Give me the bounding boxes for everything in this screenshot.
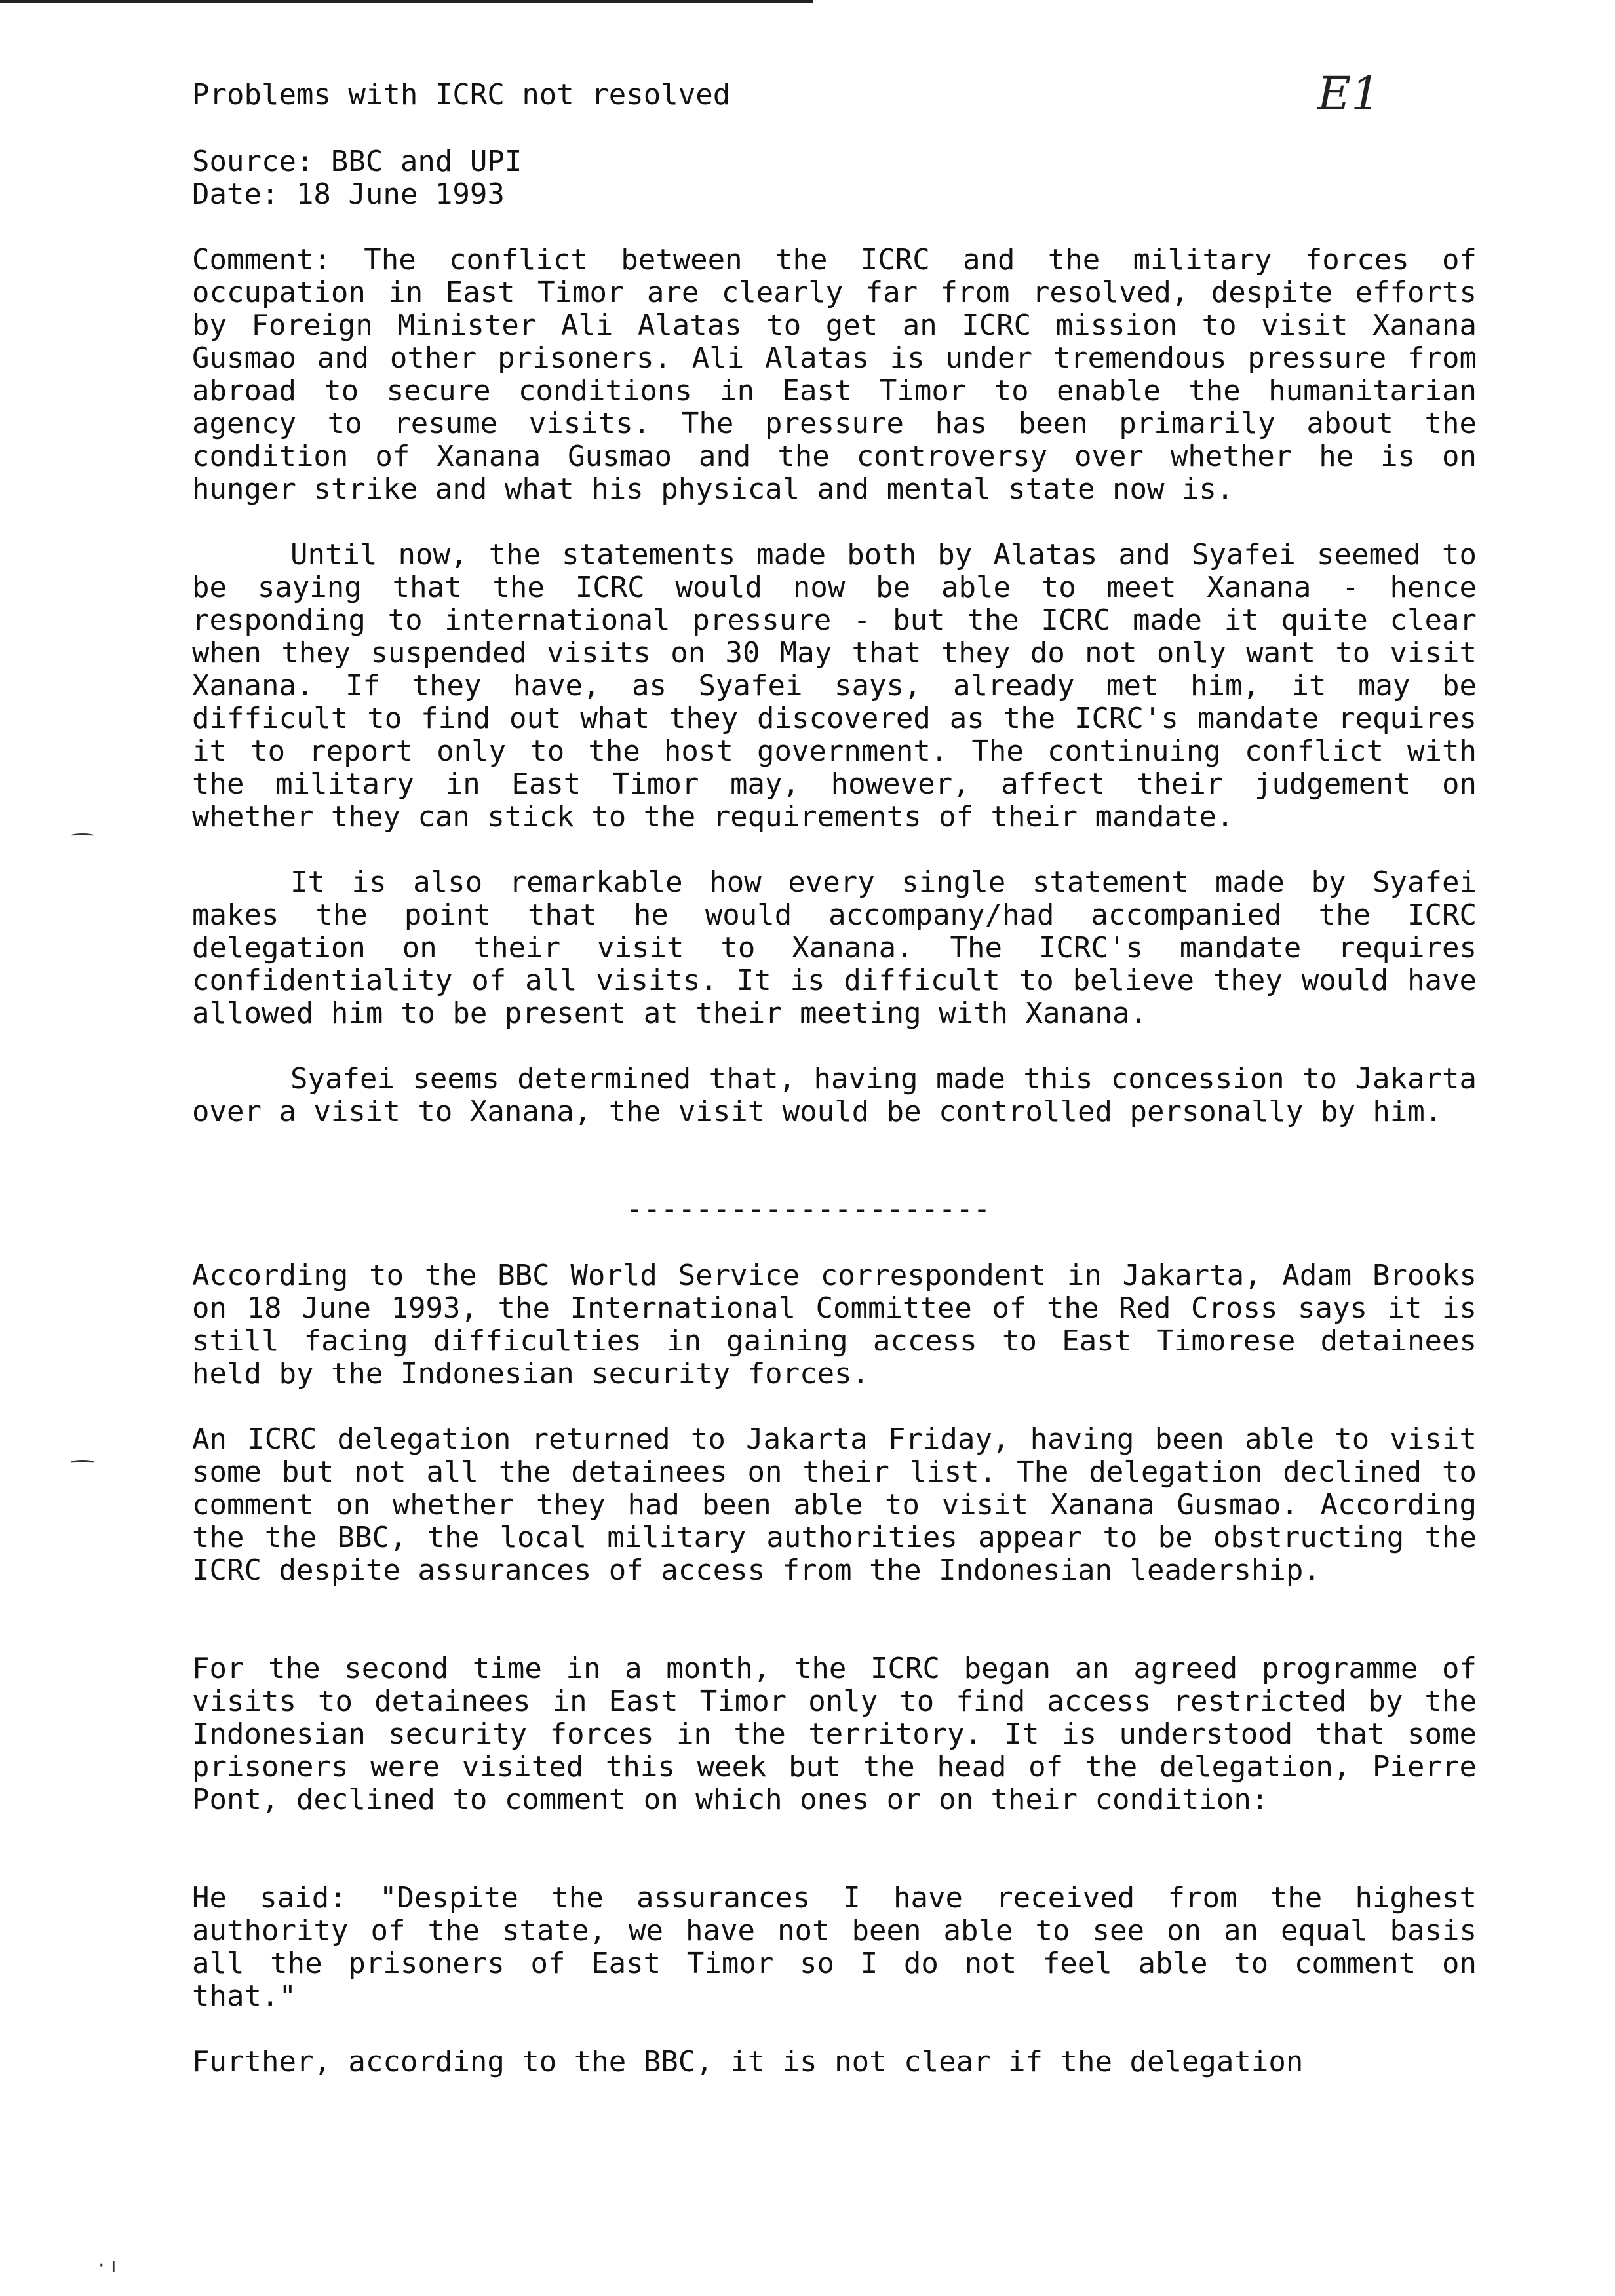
section-separator: --------------------- [626,1192,991,1225]
article-paragraph-4: He said: "Despite the assurances I have received from the highest authority of the state, we have not been able to see on an equal basis all the prisoners of East Timor so I do not feel able to comment on that." [192,1881,1477,2013]
article-paragraph-3: For the second time in a month, the ICRC began an agreed programme of visits to detainees in East Timor only to find access restricted by the Indonesian security forces in the territory. It is understood that some prisoners were visited this week but the head of the delegation, Pierre Pont, declined to comment on which ones or on their condition: [192,1652,1477,1816]
comment-paragraph-2: Until now, the statements made both by Alatas and Syafei seemed to be saying that the ICRC would now be able to meet Xanana - hence responding to international pressure - but the ICRC made it quite clear when they suspended visits on 30 May that they do not only want to visit Xanana. If they have, as Syafei says, already met him, it may be difficult to find out what they discovered as the ICRC's mandate requires it to report only to the host government. The continuing conflict with the military in East Timor may, however, affect their judgement on whether they can stick to the requirements of their mandate. [192,538,1477,833]
comment-paragraph-4: Syafei seems determined that, having made this concession to Jakarta over a visit to Xanana, the visit would be controlled personally by him. [192,1062,1477,1128]
date-line: Date: 18 June 1993 [192,178,505,211]
article-paragraph-1: According to the BBC World Service correspondent in Jakarta, Adam Brooks on 18 June 1993, the International Committee of the Red Cross says it is still facing difficulties in gaining access to East Timorese detainees held by the Indonesian security forces. [192,1259,1477,1390]
handwritten-page-mark: E1 [1317,67,1380,121]
margin-mark-upper [71,833,94,838]
margin-mark-lower [71,1460,94,1464]
top-edge-rule [0,0,813,3]
article-paragraph-5: Further, according to the BBC, it is not clear if the delegation [192,2045,1304,2078]
margin-dot-marks: · ı [98,2254,117,2277]
document-title: Problems with ICRC not resolved [192,78,731,111]
article-paragraph-2: An ICRC delegation returned to Jakarta Friday, having been able to visit some but not all the detainees on their list. The delegation declined to comment on whether they had been able to visit Xanana Gusmao. According the the BBC, the local military authorities appear to be obstructing the ICRC despite assurances of access from the Indonesian leadership. [192,1423,1477,1587]
comment-paragraph-1: Comment: The conflict between the ICRC and the military forces of occupation in East Timor are clearly far from resolved, despite efforts by Foreign Minister Ali Alatas to get an ICRC mission to visit Xanana Gusmao and other prisoners. Ali Alatas is under tremendous pressure from abroad to secure conditions in East Timor to enable the humanitarian agency to resume visits. The pressure has been primarily about the condition of Xanana Gusmao and the controversy over whether he is on hunger strike and what his physical and mental state now is. [192,243,1477,506]
source-line: Source: BBC and UPI [192,145,522,178]
comment-paragraph-3: It is also remarkable how every single statement made by Syafei makes the point that he would accompany/had accompanied the ICRC delegation on their visit to Xanana. The ICRC's mandate requires confidentiality of all visits. It is difficult to believe they would have allowed him to be present at their meeting with Xanana. [192,866,1477,1030]
